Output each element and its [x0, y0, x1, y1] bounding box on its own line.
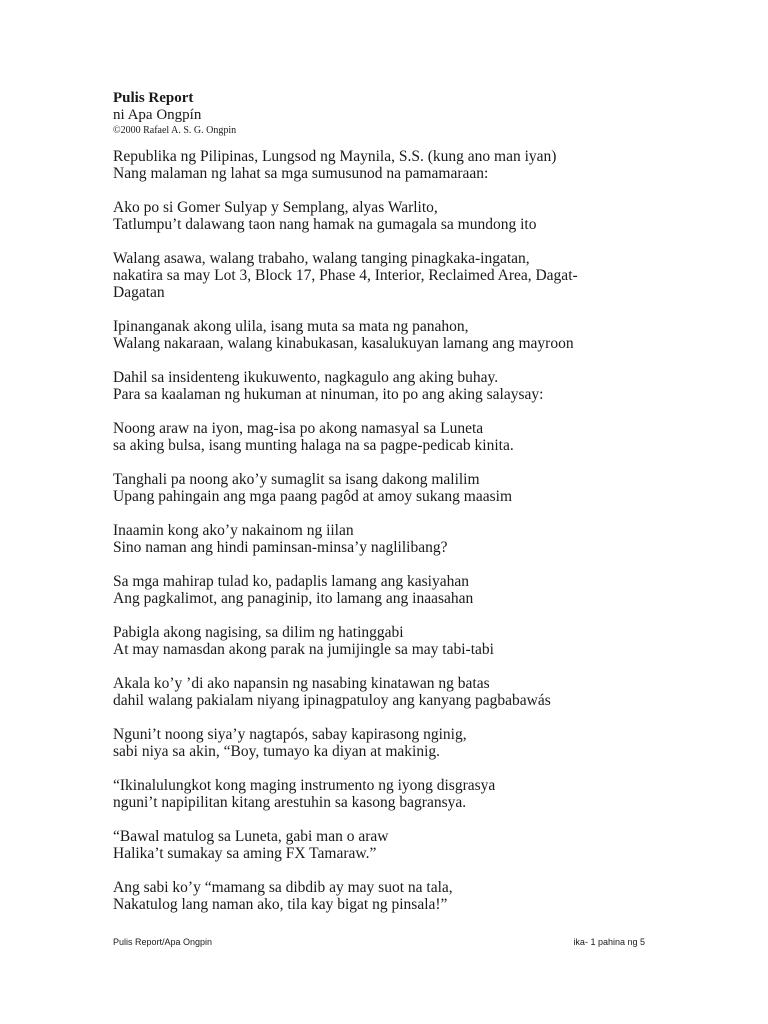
stanza [113, 471, 653, 505]
poem-line: “Ikinalulungkot kong maging instrumento ng iyong disgrasya [113, 777, 496, 794]
poem-line: Ang pagkalimot, ang panaginip, ito lamang ang inaasahan [113, 590, 474, 607]
poem-line: At may namasdan akong parak na jumijingle sa may tabi-tabi [113, 641, 494, 658]
poem-line: “Bawal matulog sa Luneta, gabi man o araw [113, 828, 389, 845]
stanza [113, 318, 653, 352]
poem-line: Republika ng Pilipinas, Lungsod ng Maynila, S.S. (kung ano man iyan) [113, 148, 557, 165]
document-header [113, 90, 236, 137]
poem-line: Ang sabi ko’y “mamang sa dibdib ay may suot na tala, [113, 879, 453, 896]
poem-line: Para sa kaalaman ng hukuman at ninuman, ito po ang aking salaysay: [113, 386, 544, 403]
poem-line: Ipinanganak akong ulila, isang muta sa mata ng panahon, [113, 318, 469, 335]
stanza [113, 369, 653, 403]
poem-author: ni Apa Ongpín [113, 107, 202, 123]
stanza [113, 879, 653, 913]
poem-body [113, 148, 653, 930]
poem-line: Sino naman ang hindi paminsan-minsa’y naglilibang? [113, 539, 448, 556]
poem-line: Walang asawa, walang trabaho, walang tanging pinagkaka-ingatan, [113, 250, 530, 267]
poem-line: Upang pahingain ang mga paang pagôd at amoy sukang maasim [113, 488, 513, 505]
poem-line: nguni’t napipilitan kitang arestuhin sa kasong bagransya. [113, 794, 467, 811]
poem-line: sa aking bulsa, isang munting halaga na sa pagpe-pedicab kinita. [113, 437, 514, 454]
poem-line: dahil walang pakialam niyang ipinagpatuloy ang kanyang pagbabawás [113, 692, 551, 709]
poem-line: Inaamin kong ako’y nakainom ng iilan [113, 522, 354, 539]
poem-line: Dahil sa insidenteng ikukuwento, nagkagulo ang aking buhay. [113, 369, 499, 386]
stanza [113, 250, 653, 301]
poem-line: Nang malaman ng lahat sa mga sumusunod na pamamaraan: [113, 165, 489, 182]
stanza [113, 573, 653, 607]
poem-line: Akala ko’y ’di ako napansin ng nasabing kinatawan ng batas [113, 675, 490, 692]
stanza [113, 777, 653, 811]
footer-page-number: ika- 1 pahina ng 5 [573, 937, 645, 947]
copyright-notice: ©2000 Rafael A. S. G. Ongpin [113, 125, 237, 136]
poem-line: Walang nakaraan, walang kinabukasan, kasalukuyan lamang ang mayroon [113, 335, 574, 352]
poem-line: sabi niya sa akin, “Boy, tumayo ka diyan at makinig. [113, 743, 441, 760]
stanza [113, 726, 653, 760]
poem-line: Dagatan [113, 284, 165, 301]
stanza [113, 199, 653, 233]
footer-running-title: Pulis Report/Apa Ongpin [113, 937, 213, 947]
stanza [113, 420, 653, 454]
stanza [113, 828, 653, 862]
stanza [113, 522, 653, 556]
poem-line: Noong araw na iyon, mag-isa po akong namasyal sa Luneta [113, 420, 484, 437]
poem-line: Nakatulog lang naman ako, tila kay bigat ng pinsala!” [113, 896, 448, 913]
poem-line: Tanghali pa noong ako’y sumaglit sa isang dakong malilim [113, 471, 480, 488]
poem-line: Halika’t sumakay sa aming FX Tamaraw.” [113, 845, 377, 862]
poem-line: Pabigla akong nagising, sa dilim ng hatinggabi [113, 624, 404, 641]
poem-title: Pulis Report [113, 90, 194, 106]
poem-line: Ako po si Gomer Sulyap y Semplang, alyas Warlito, [113, 199, 438, 216]
stanza [113, 675, 653, 709]
poem-line: Nguni’t noong siya’y nagtapós, sabay kapirasong nginig, [113, 726, 467, 743]
stanza [113, 148, 653, 182]
poem-line: nakatira sa may Lot 3, Block 17, Phase 4, Interior, Reclaimed Area, Dagat- [113, 267, 578, 284]
poem-line: Sa mga mahirap tulad ko, padaplis lamang ang kasiyahan [113, 573, 469, 590]
poem-line: Tatlumpu’t dalawang taon nang hamak na gumagala sa mundong ito [113, 216, 537, 233]
stanza [113, 624, 653, 658]
